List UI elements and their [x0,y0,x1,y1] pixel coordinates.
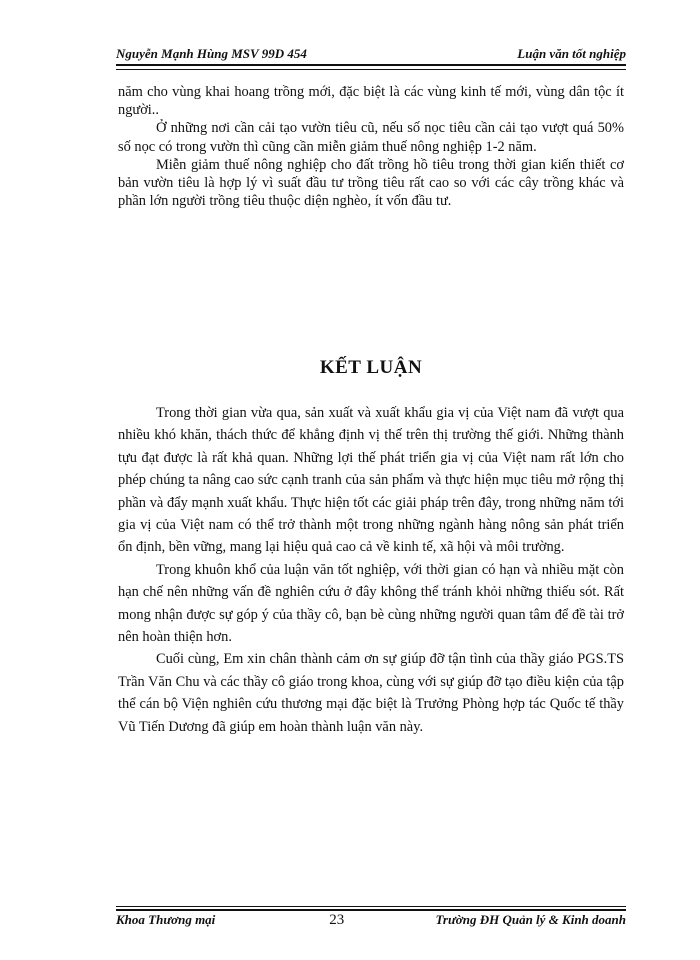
page-number: 23 [329,911,345,928]
footer-left-group [116,912,344,929]
page-footer [116,911,626,929]
header-doc-type: Luận văn tốt nghiệp [517,46,626,61]
header-author: Nguyễn Mạnh Hùng MSV 99D 454 [116,46,307,61]
top-paragraph-3: Miễn giảm thuế nông nghiệp cho đất trồng hồ tiêu trong thời gian kiến thiết cơ bản vườn tiêu là hợp lý vì suất đầu tư trồng tiêu rất cao so với các cây trồng khác và phần lớn người trồng tiêu thuộc diện nghèo, ít vốn đầu tư. [118,156,624,210]
conclusion-paragraph-1: Trong thời gian vừa qua, sản xuất và xuất khẩu gia vị của Việt nam đã vượt qua nhiều khó khăn, thách thức để khẳng định vị thế trên thị trường thế giới. Những thành tựu đạt được là rất khả quan. Những lợi thế phát triển gia vị của Việt nam rất lớn cho phép chúng ta nâng cao sức cạnh tranh của sản phẩm và thực hiện mục tiêu mở rộng thị phần và đẩy mạnh xuất khẩu. Thực hiện tốt các giải pháp trên đây, trong những năm tới gia vị của Việt nam có thể trở thành một trong những ngành hàng nông sản phát triển ổn định, bền vững, mang lại hiệu quả cao cả về kinh tế, xã hội và môi trường. [118,405,624,556]
conclusion-paragraph-2: Trong khuôn khổ của luận văn tốt nghiệp, với thời gian có hạn và nhiều mặt còn hạn chế nên những vấn đề nghiên cứu ở đây không thể tránh khỏi những thiếu sót. Rất mong nhận được sự góp ý của thầy cô, bạn bè cùng những người quan tâm để đề tài trở nên hoàn thiện hơn. [118,561,624,646]
conclusion-section [118,402,624,738]
footer-university: Trường ĐH Quản lý & Kinh doanh [435,912,626,927]
top-paragraph-2: Ở những nơi cần cải tạo vườn tiêu cũ, nếu số nọc tiêu cần cải tạo vượt quá 50% số nọc có trong vườn thì cũng cần miễn giảm thuế nông nghiệp 1-2 năm. [118,120,624,155]
footer-faculty: Khoa Thương mại [116,912,216,927]
footer-rule-thin [116,906,626,907]
top-paragraph-1: năm cho vùng khai hoang trồng mới, đặc biệt là các vùng kinh tế mới, vùng dân tộc ít người.. [118,84,624,119]
conclusion-paragraph-3: Cuối cùng, Em xin chân thành cảm ơn sự giúp đỡ tận tình của thầy giáo PGS.TS Trần Văn Chu và các thầy cô giáo trong khoa, cùng với sự giúp đỡ tạo điều kiện của tập thể cán bộ Viện nghiên cứu thương mại đặc biệt là Trưởng Phòng hợp tác Quốc tế thầy Vũ Tiến Dương đã giúp em hoàn thành luận văn này. [118,651,624,735]
header-rule [116,64,626,66]
header-rule-thin [116,69,626,70]
top-section [118,83,624,210]
conclusion-title: KẾT LUẬN [319,357,423,378]
page-header [116,44,626,62]
